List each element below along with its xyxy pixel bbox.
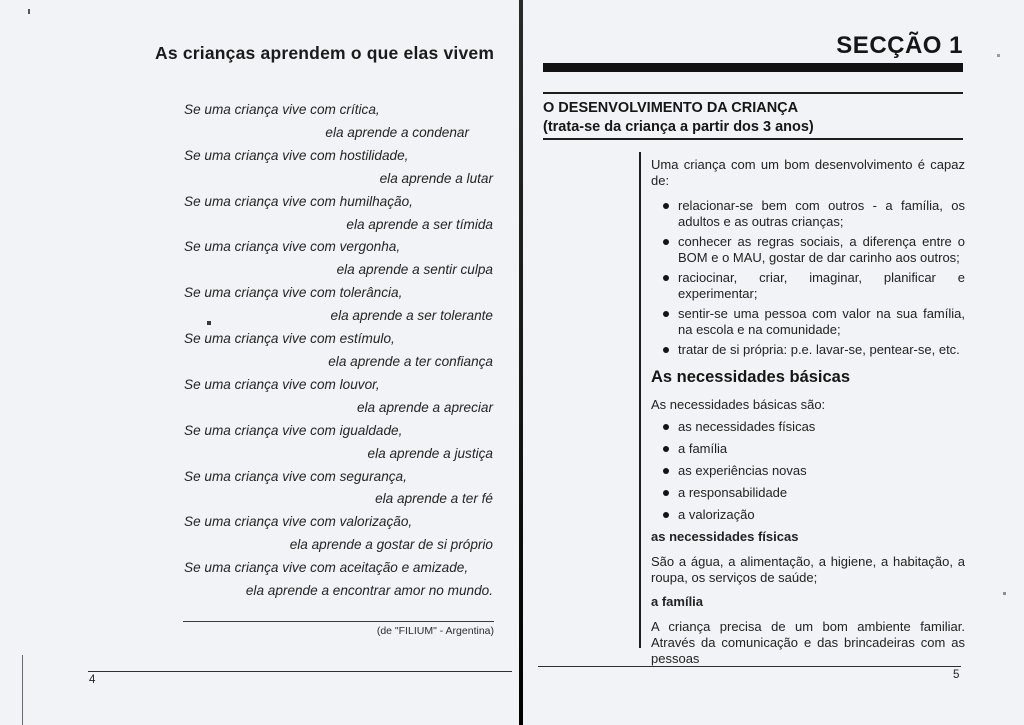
poem-couplet: [184, 99, 493, 145]
bullet-icon: [663, 347, 669, 353]
left-footer-rule: [88, 671, 512, 672]
list-item-text: as experiências novas: [678, 463, 807, 478]
poem-couplet: [184, 466, 493, 512]
needs-intro: As necessidades básicas são:: [651, 397, 826, 412]
scan-speck: [997, 54, 1000, 57]
poem-line-condition: Se uma criança vive com tolerância,: [184, 285, 403, 301]
poem-line-result: ela aprende a lutar: [379, 170, 493, 186]
list-item-text: relacionar-se bem com outros - a família, os adultos e as outras crianças;: [678, 198, 965, 229]
poem-line-condition: Se uma criança vive com louvor,: [184, 376, 380, 392]
family-subheading: a família: [651, 594, 704, 609]
list-item: [663, 507, 965, 523]
scan-speck: [28, 9, 30, 14]
list-item-text: sentir-se uma pessoa com valor na sua família, na escola e na comunidade;: [678, 306, 965, 337]
poem-couplet: [184, 374, 493, 420]
scan-speck: [1003, 592, 1006, 595]
left-page-title: As crianças aprendem o que elas vivem: [155, 43, 495, 63]
needs-list: [651, 419, 965, 523]
poem-line-result: ela aprende a encontrar amor no mundo.: [245, 583, 493, 599]
list-item: [663, 270, 965, 302]
list-item: [663, 198, 965, 230]
content-box: [639, 152, 965, 666]
poem-line-condition: Se uma criança vive com igualdade,: [184, 422, 403, 438]
capabilities-list: [651, 198, 965, 358]
poem-couplet: [184, 282, 493, 328]
bullet-icon: [663, 275, 669, 281]
bullet-icon: [663, 468, 669, 474]
list-item: [663, 234, 965, 266]
poem-line-result: ela aprende a gostar de si próprio: [289, 537, 493, 553]
poem-line-condition: Se uma criança vive com crítica,: [184, 102, 380, 117]
intro-paragraph: Uma criança com um bom desenvolvimento é capaz de:: [651, 157, 965, 188]
scan-edge-line: [22, 655, 23, 725]
document-heading: [543, 99, 963, 136]
list-item-text: raciocinar, criar, imaginar, planificar e experimentar;: [678, 270, 965, 301]
right-page-number: 5: [953, 669, 960, 681]
poem-line-condition: Se uma criança vive com humilhação,: [184, 193, 413, 209]
list-item-text: as necessidades físicas: [678, 419, 816, 434]
poem-line-result: ela aprende a apreciar: [356, 399, 493, 415]
heading-rule-top: [543, 92, 963, 94]
list-item: [663, 306, 965, 338]
section-title-bar: [543, 63, 963, 72]
poem-couplet: [184, 511, 493, 557]
scan-speck: [207, 321, 211, 325]
poem-line-result: ela aprende a ter confiança: [328, 353, 493, 369]
bullet-icon: [663, 239, 669, 245]
poem-line-result: ela aprende a ser tímida: [346, 216, 493, 232]
poem-couplet: [184, 145, 493, 191]
poem-line-result: ela aprende a ter fé: [375, 491, 493, 507]
poem-line-result: ela aprende a condenar: [325, 124, 469, 140]
document-heading-line2: (trata-se da criança a partir dos 3 anos): [543, 118, 814, 135]
poem-line-condition: Se uma criança vive com valorização,: [184, 514, 413, 530]
needs-heading: As necessidades básicas: [651, 368, 851, 386]
bullet-icon: [663, 424, 669, 430]
right-footer-rule: [538, 666, 961, 667]
attribution-rule: [183, 621, 494, 622]
list-item: [663, 419, 965, 435]
list-item-text: a família: [678, 441, 728, 456]
list-item: [663, 342, 965, 358]
poem: [184, 99, 493, 603]
list-item-text: tratar de si própria: p.e. lavar-se, pentear-se, etc.: [678, 342, 960, 357]
poem-line-condition: Se uma criança vive com vergonha,: [184, 239, 401, 255]
poem-line-condition: Se uma criança vive com segurança,: [184, 468, 407, 484]
poem-couplet: [184, 557, 493, 603]
list-item: [663, 441, 965, 457]
list-item-text: a responsabilidade: [678, 485, 788, 500]
section-title: SECÇÃO 1: [836, 32, 963, 59]
family-paragraph: A criança precisa de um bom ambiente familiar. Através da comunicação e das brincadeiras com as pessoas: [651, 619, 965, 666]
list-item: [663, 463, 965, 479]
bullet-icon: [663, 446, 669, 452]
poem-line-condition: Se uma criança vive com aceitação e amizade,: [184, 560, 469, 576]
heading-rule-bottom: [543, 138, 963, 140]
poem-couplet: [184, 236, 493, 282]
poem-couplet: [184, 328, 493, 374]
book-spine: [519, 0, 523, 725]
list-item-text: conhecer as regras sociais, a diferença entre o BOM e o MAU, gostar de dar carinho aos outros;: [678, 234, 965, 265]
poem-couplet: [184, 420, 493, 466]
poem-line-result: ela aprende a justiça: [367, 445, 493, 461]
poem-line-result: ela aprende a ser tolerante: [330, 308, 493, 324]
bullet-icon: [663, 311, 669, 317]
poem-couplet: [184, 191, 493, 237]
poem-line-condition: Se uma criança vive com estímulo,: [184, 331, 395, 347]
poem-line-result: ela aprende a sentir culpa: [336, 262, 493, 278]
poem-line-condition: Se uma criança vive com hostilidade,: [184, 147, 409, 163]
list-item: [663, 485, 965, 501]
physical-needs-subheading: as necessidades físicas: [651, 529, 799, 544]
bullet-icon: [663, 512, 669, 518]
document-heading-line1: O DESENVOLVIMENTO DA CRIANÇA: [543, 100, 799, 116]
bullet-icon: [663, 203, 669, 209]
physical-needs-paragraph: São a água, a alimentação, a higiene, a habitação, a roupa, os serviços de saúde;: [651, 554, 965, 585]
left-page-number: 4: [89, 674, 96, 686]
bullet-icon: [663, 490, 669, 496]
attribution: (de "FILIUM" - Argentina): [376, 625, 494, 637]
list-item-text: a valorização: [678, 507, 755, 522]
